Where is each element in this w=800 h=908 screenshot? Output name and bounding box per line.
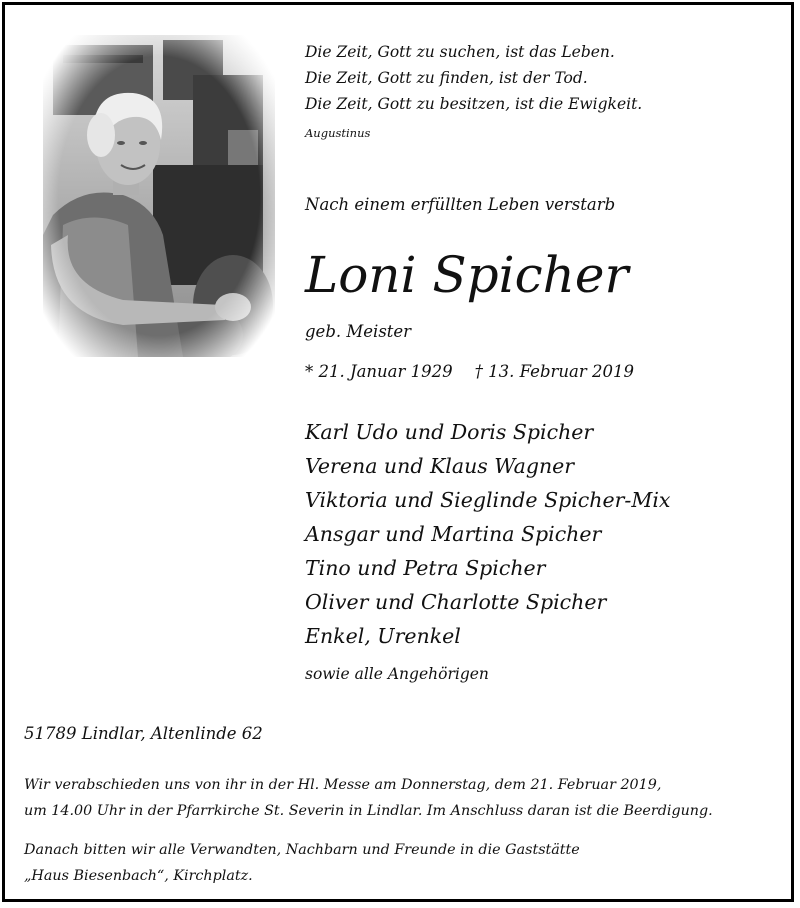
birth-date: * 21. Januar 1929	[305, 362, 453, 381]
invitation-line: Danach bitten wir alle Verwandten, Nachbarn und Freunde in die Gaststätte	[24, 842, 580, 858]
service-line: um 14.00 Uhr in der Pfarrkirche St. Severin in Lindlar. Im Anschluss daran ist die Beerdigung.	[24, 803, 713, 819]
invitation-info	[24, 837, 580, 889]
life-dates	[305, 362, 634, 381]
mourners-list	[305, 415, 670, 653]
quote-line: Die Zeit, Gott zu besitzen, ist die Ewigkeit.	[305, 95, 643, 113]
quote-attribution: Augustinus	[305, 126, 371, 140]
mourner-entry: Viktoria und Sieglinde Spicher-Mix	[305, 488, 671, 512]
address: 51789 Lindlar, Altenlinde 62	[24, 724, 263, 743]
quote-line: Die Zeit, Gott zu suchen, ist das Leben.	[305, 43, 615, 61]
obituary-notice	[2, 2, 794, 902]
quote-line: Die Zeit, Gott zu finden, ist der Tod.	[305, 69, 588, 87]
invitation-line: „Haus Biesenbach“, Kirchplatz.	[24, 868, 253, 884]
portrait-image	[43, 35, 275, 357]
deceased-name: Loni Spicher	[305, 246, 629, 304]
portrait-photo	[43, 35, 275, 357]
mourner-entry: Verena und Klaus Wagner	[305, 454, 575, 478]
mourner-entry: Karl Udo und Doris Spicher	[305, 420, 594, 444]
quote-block	[305, 39, 642, 117]
service-line: Wir verabschieden uns von ihr in der Hl. Messe am Donnerstag, dem 21. Februar 2019,	[24, 777, 662, 793]
mourner-entry: Enkel, Urenkel	[305, 624, 461, 648]
relatives-note: sowie alle Angehörigen	[305, 665, 489, 683]
maiden-name: geb. Meister	[305, 322, 412, 341]
service-info	[24, 772, 713, 824]
mourner-entry: Ansgar und Martina Spicher	[305, 522, 602, 546]
death-date: † 13. Februar 2019	[474, 362, 634, 381]
intro-text: Nach einem erfüllten Leben verstarb	[305, 195, 616, 214]
mourner-entry: Tino und Petra Spicher	[305, 556, 546, 580]
mourner-entry: Oliver und Charlotte Spicher	[305, 590, 607, 614]
